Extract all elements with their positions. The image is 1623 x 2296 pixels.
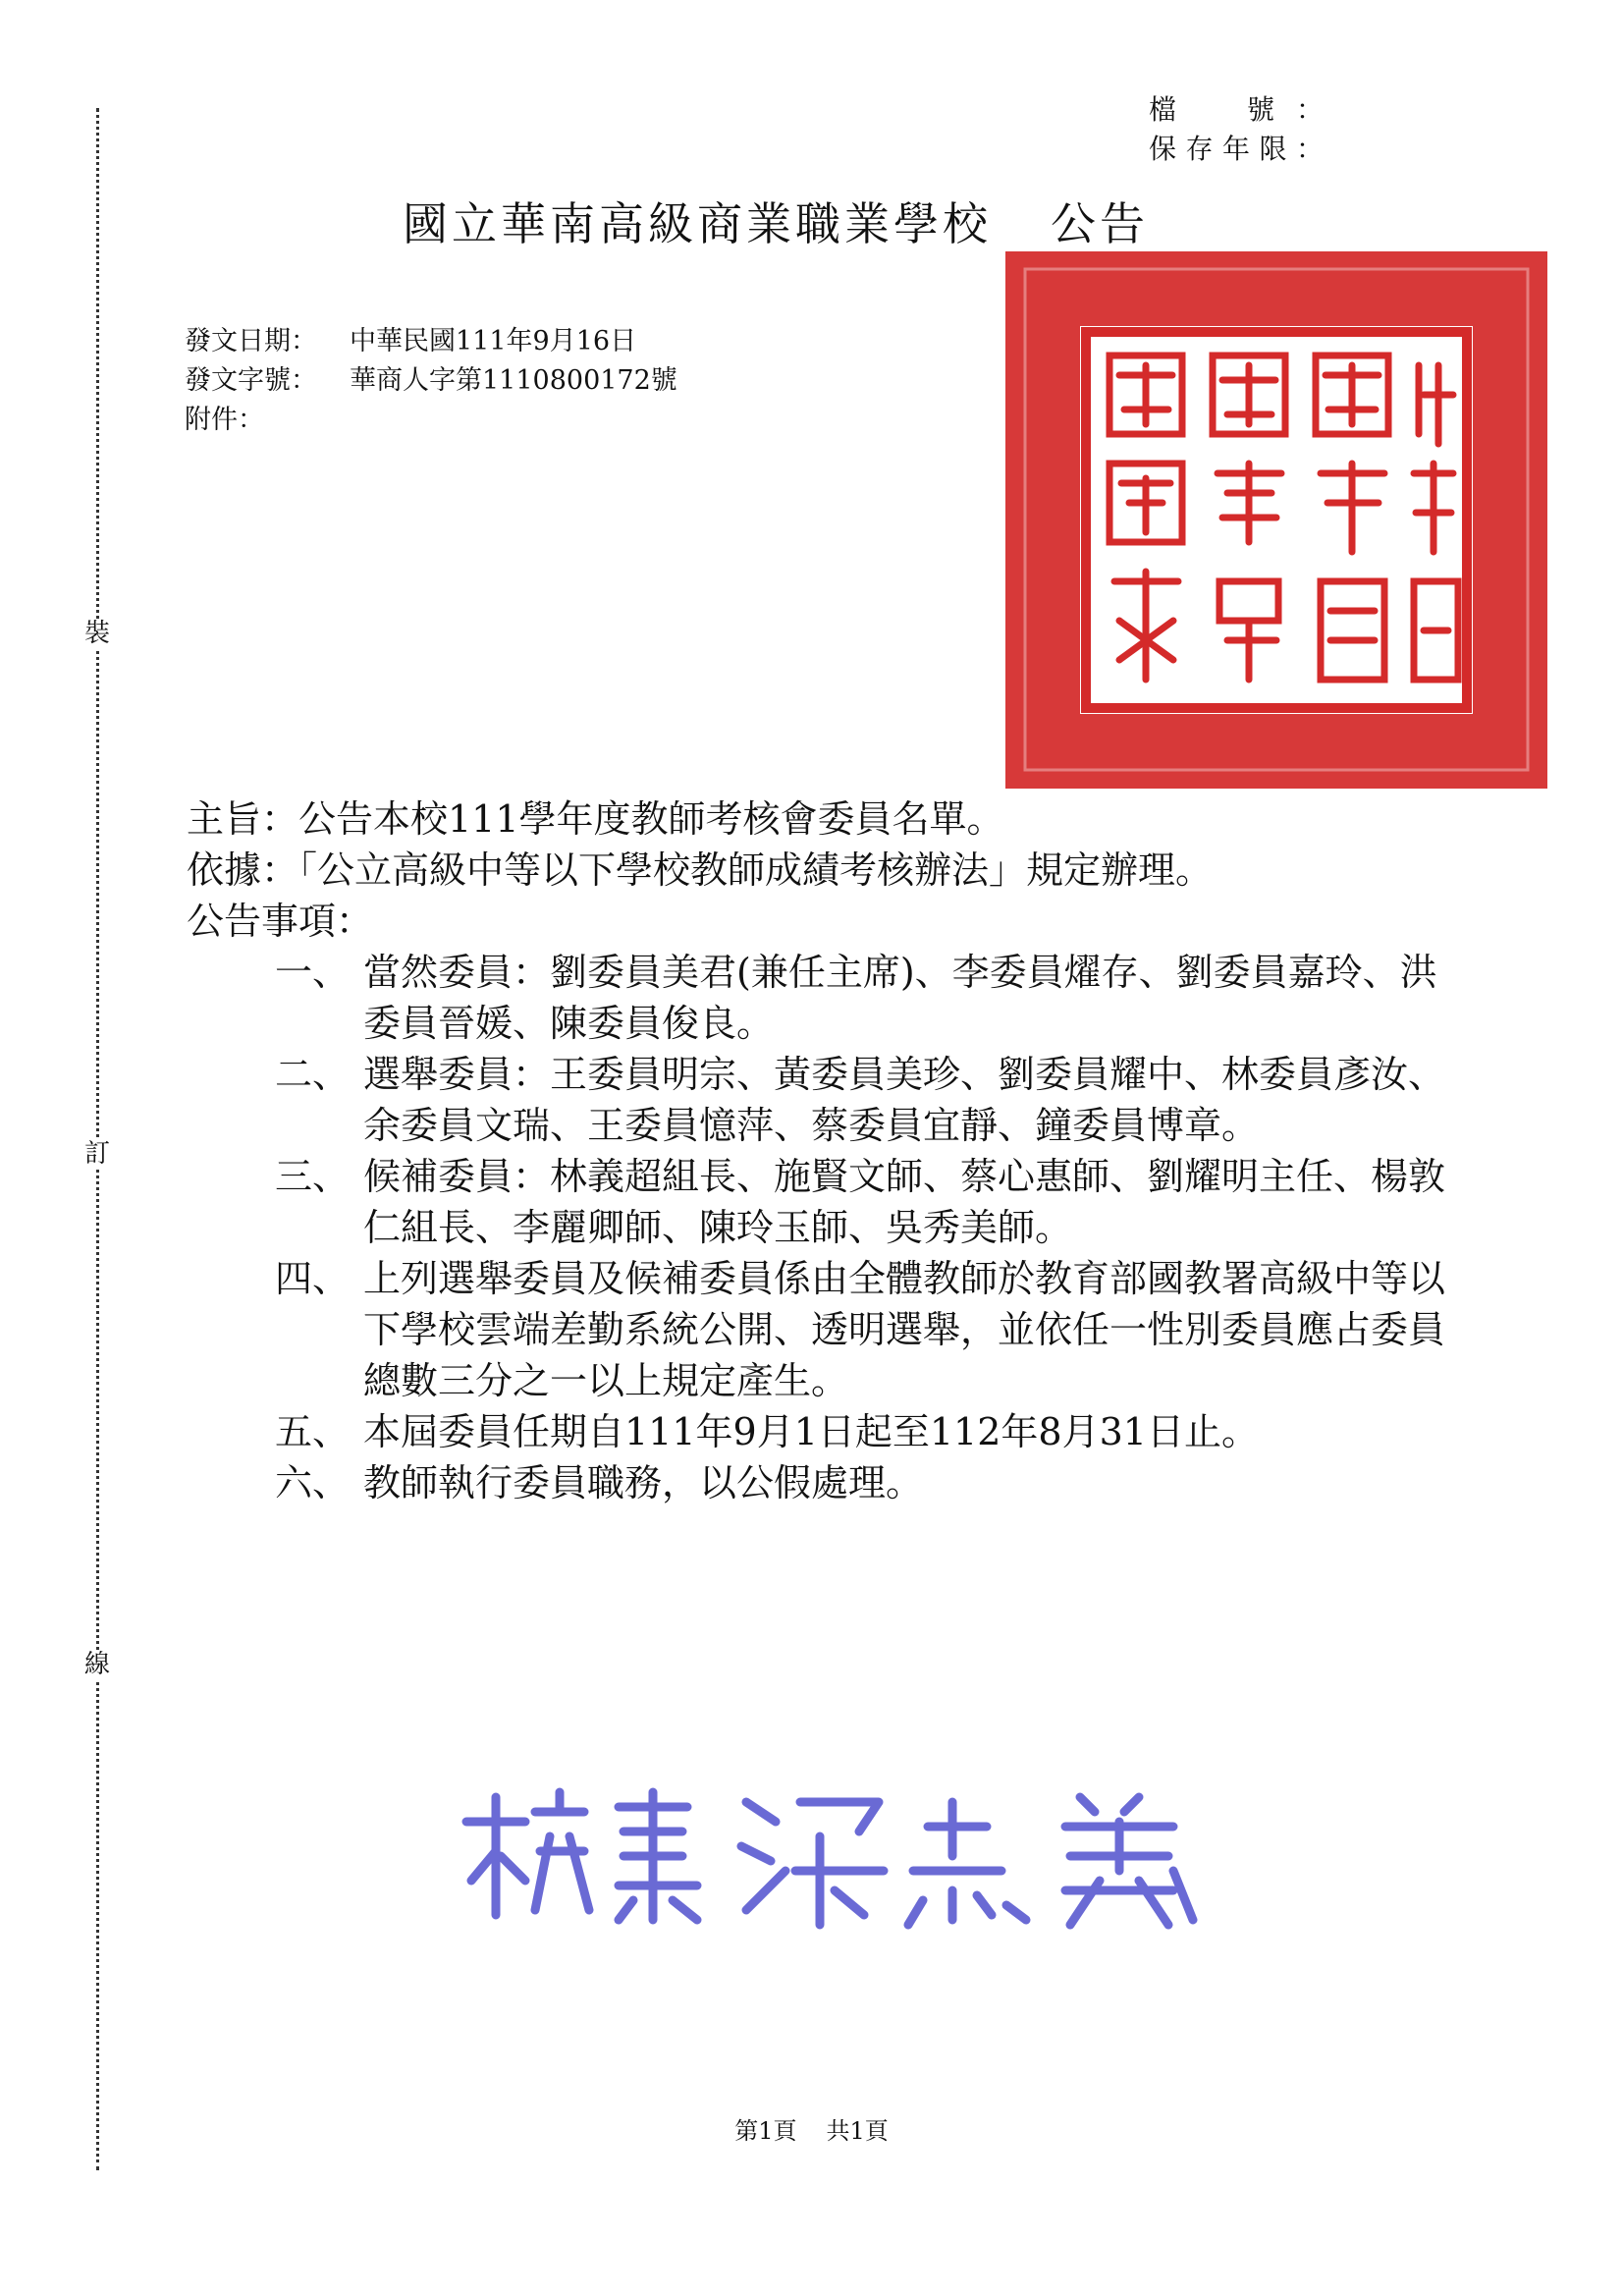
list-item: [236, 1253, 1453, 1406]
item-number: 三、: [275, 1155, 351, 1198]
item-text: 上列選舉委員及候補委員係由全體教師於教育部國教署高級中等以下學校雲端差勤系統公開、透明選舉，並依任一性別委員應占委員總數三分之一以上規定產生。: [363, 1257, 1446, 1402]
school-name: 國立華南高級商業職業學校: [403, 197, 992, 250]
archive-info: [1149, 90, 1325, 169]
basis: 依據：「公立高級中等以下學校教師成績考核辦法」規定辦理。: [187, 848, 1214, 892]
item-number: 四、: [275, 1257, 351, 1300]
attach-label: 附件：: [185, 405, 264, 435]
page-total: 共1頁: [826, 2117, 889, 2145]
announcement-body: [187, 793, 1453, 1508]
item-text: 候補委員：林義超組長、施賢文師、蔡心惠師、劉耀明主任、楊敦仁組長、李麗卿師、陳玲玉師、吳秀美師。: [363, 1155, 1446, 1249]
item-text: 當然委員：劉委員美君(兼任主席)、李委員燿存、劉委員嘉玲、洪委員晉媛、陳委員俊良。: [363, 951, 1437, 1045]
subject: 主旨：公告本校111學年度教師考核會委員名單。: [187, 797, 1004, 841]
item-text: 選舉委員：王委員明宗、黃委員美珍、劉委員耀中、林委員彥汝、余委員文瑞、王委員憶萍、蔡委員宜靜、鐘委員博章。: [363, 1053, 1446, 1147]
binding-char-xian: 線: [83, 1650, 110, 1679]
document-meta: [185, 322, 677, 440]
binding-char-zhuang: 裝: [83, 619, 110, 648]
page-title: [403, 189, 1149, 253]
page-number: 第1頁: [734, 2117, 797, 2145]
doc-type: 公告: [1051, 197, 1149, 250]
list-item: [236, 1406, 1453, 1457]
page-footer: [0, 2111, 1623, 2146]
item-text: 教師執行委員職務，以公假處理。: [363, 1461, 924, 1504]
ref-label: 發文字號：: [185, 365, 317, 396]
item-text: 本屆委員任期自111年9月1日起至112年8月31日止。: [363, 1410, 1259, 1453]
school-seal: [1001, 247, 1551, 793]
list-item: [236, 1151, 1453, 1253]
binding-char-ding: 訂: [83, 1139, 110, 1169]
file-no-label: 檔 號：: [1149, 93, 1325, 126]
list-item: [236, 1457, 1453, 1508]
items-label: 公告事項：: [187, 900, 374, 943]
item-number: 五、: [275, 1410, 351, 1453]
list-item: [236, 1049, 1453, 1151]
ref-value: 華商人字第1110800172號: [350, 365, 677, 396]
item-number: 二、: [275, 1053, 351, 1096]
date-label: 發文日期：: [185, 326, 317, 356]
item-number: 六、: [275, 1461, 351, 1504]
item-number: 一、: [275, 951, 351, 994]
list-item: [236, 947, 1453, 1049]
retention-label: 保存年限：: [1149, 133, 1325, 165]
date-value: 中華民國111年9月16日: [350, 326, 637, 356]
principal-signature-stamp: [452, 1763, 1296, 1949]
